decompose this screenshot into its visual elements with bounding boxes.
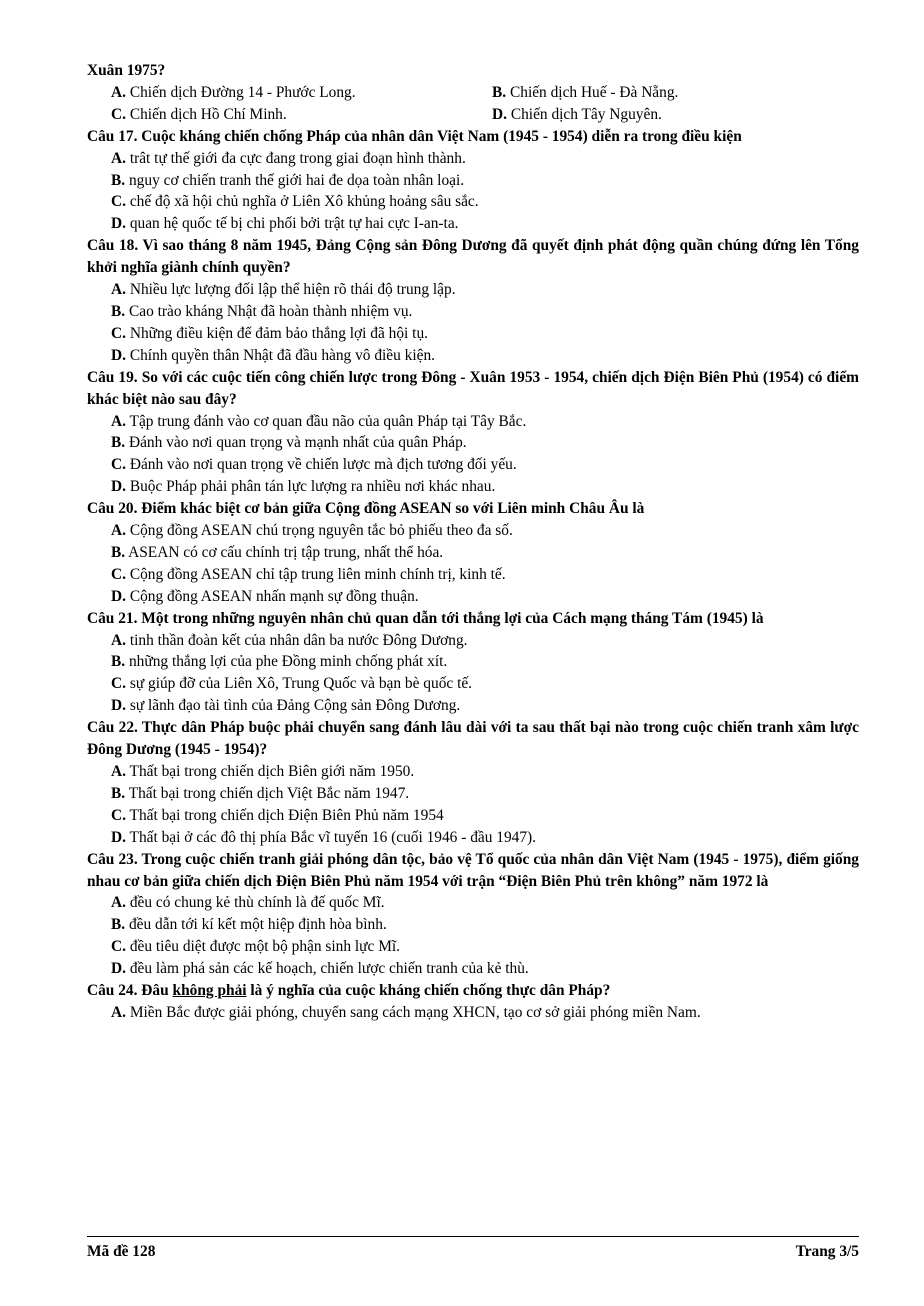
option-text: Chính quyền thân Nhật đã đầu hàng vô điều kiện. [129,346,436,364]
question-stem: Câu 22. Thực dân Pháp buộc phải chuyển sang đánh lâu dài với ta sau thất bại nào trong cuộc chiến tranh xâm lược Đông Dương (1945 - 1954)? [87,719,859,759]
answer-option [87,170,859,192]
option-text: Đánh vào nơi quan trọng và mạnh nhất của quân Pháp. [128,434,467,452]
option-key: C. [111,324,126,342]
answer-option [87,432,859,454]
option-key: D. [111,697,126,715]
option-key: C. [111,806,126,824]
option-key: A. [111,631,126,649]
option-key: B. [111,302,126,320]
answer-option [87,301,859,323]
option-text: Miền Bắc được giải phóng, chuyển sang cách mạng XHCN, tạo cơ sở giải phóng miền Nam. [129,1003,701,1021]
option-key: B. [111,653,126,671]
question-stem: Câu 17. Cuộc kháng chiến chống Pháp của nhân dân Việt Nam (1945 - 1954) diễn ra trong điều kiện [87,127,742,145]
option-key: D. [111,346,126,364]
option-text: sự lãnh đạo tài tình của Đảng Cộng sản Đông Dương. [129,697,461,715]
option-key: D. [111,478,126,496]
option-text: những thắng lợi của phe Đồng minh chống phát xít. [128,653,448,671]
option-text: ASEAN có cơ cấu chính trị tập trung, nhất thể hóa. [128,543,444,561]
answer-option [87,936,859,958]
option-key: C. [111,675,126,693]
option-text: nguy cơ chiến tranh thế giới hai đe dọa toàn nhân loại. [128,171,465,189]
answer-option [87,892,859,914]
answer-option [87,805,859,827]
option-key: D. [111,587,126,605]
answer-option [87,958,859,980]
question-24-stem [87,980,859,1002]
q16-option-a [87,82,492,104]
option-text: Thất bại trong chiến dịch Biên giới năm 1950. [129,763,415,780]
q24-suffix: là ý nghĩa của cuộc kháng chiến chống thực dân Pháp? [246,982,611,1000]
option-text: Những điều kiện để đảm bảo thắng lợi đã hội tụ. [129,324,428,342]
question-stem: Câu 20. Điểm khác biệt cơ bản giữa Cộng đồng ASEAN so với Liên minh Châu Âu là [87,500,645,518]
option-text: Cộng đồng ASEAN chỉ tập trung liên minh chính trị, kinh tế. [129,565,506,583]
option-key: B. [111,916,126,934]
option-text: tinh thần đoàn kết của nhân dân ba nước Đông Dương. [129,631,468,649]
q16-option-c [87,104,492,126]
option-text: Thất bại trong chiến dịch Việt Bắc năm 1947. [128,784,410,802]
option-text: trât tự thế giới đa cực đang trong giai đoạn hình thành. [129,149,466,167]
option-key: A. [111,763,126,780]
option-text: Chiến dịch Tây Nguyên. [510,105,662,123]
option-key: D. [111,215,126,233]
answer-option [87,827,859,849]
option-key: B. [111,784,126,802]
answer-option [87,564,859,586]
answer-option [87,191,859,213]
option-text: Nhiều lực lượng đối lập thể hiện rõ thái độ trung lập. [129,281,456,299]
option-text: Tập trung đánh vào cơ quan đầu não của quân Pháp tại Tây Bắc. [129,412,527,430]
answer-option [87,914,859,936]
question-stem: Câu 19. So với các cuộc tiến công chiến lược trong Đông - Xuân 1953 - 1954, chiến dịch Điện Biên Phủ (1954) có điểm khác biệt nào sau đây? [87,368,859,408]
option-key: A. [111,83,126,101]
option-key: A. [111,412,126,430]
option-key: B. [492,83,507,101]
option-text: chế độ xã hội chủ nghĩa ở Liên Xô khủng hoảng sâu sắc. [129,193,479,211]
answer-option [87,673,859,695]
option-text: Đánh vào nơi quan trọng về chiến lược mà địch tương đối yếu. [129,456,517,474]
option-text: Buộc Pháp phải phân tán lực lượng ra nhiều nơi khác nhau. [129,478,496,496]
answer-option [87,586,859,608]
option-key: C. [111,938,126,956]
answer-option [87,476,859,498]
page-number: Trang 3/5 [795,1243,859,1260]
option-key: D. [111,960,126,978]
answer-option [87,279,859,301]
q16-options-row-2 [87,104,859,126]
question-16-tail: Xuân 1975? [87,62,166,79]
question-stem: Câu 21. Một trong những nguyên nhân chủ quan dẫn tới thắng lợi của Cách mạng tháng Tám (1945) là [87,609,764,627]
q16-options-row-1 [87,82,859,104]
option-key: C. [111,193,126,211]
option-key: A. [111,281,126,299]
exam-page [87,60,859,1024]
q16-option-d [492,104,859,126]
option-text: Chiến dịch Hồ Chí Minh. [129,105,287,123]
option-text: đều dẫn tới kí kết một hiệp định hòa bình. [128,916,387,934]
option-text: Cộng đồng ASEAN chú trọng nguyên tắc bỏ phiếu theo đa số. [129,522,513,540]
exam-code: Mã đề 128 [87,1243,156,1260]
answer-option [87,630,859,652]
option-key: D. [492,105,507,123]
answer-option [87,454,859,476]
option-key: C. [111,456,126,474]
option-key: C. [111,105,126,123]
answer-option [87,783,859,805]
q16-option-b [492,82,859,104]
option-text: sự giúp đỡ của Liên Xô, Trung Quốc và bạn bè quốc tế. [129,675,473,693]
option-text: Thất bại ở các đô thị phía Bắc vĩ tuyến 16 (cuối 1946 - đầu 1947). [129,828,537,846]
option-key: A. [111,149,126,167]
option-key: D. [111,828,126,846]
q24-option-a [87,1002,859,1024]
answer-option [87,323,859,345]
answer-option [87,148,859,170]
option-text: Chiến dịch Đường 14 - Phước Long. [129,83,356,101]
page-footer [87,1236,859,1261]
option-text: đều làm phá sản các kế hoạch, chiến lược chiến tranh của kẻ thù. [129,960,529,978]
answer-option [87,651,859,673]
answer-option [87,695,859,717]
option-key: A. [111,894,126,912]
answer-option [87,761,859,783]
option-key: A. [111,1003,126,1021]
option-key: B. [111,543,126,561]
option-text: đều tiêu diệt được một bộ phận sinh lực Mĩ. [129,938,401,956]
answer-option [87,345,859,367]
option-text: quan hệ quốc tế bị chi phối bởi trật tự hai cực I-an-ta. [129,215,459,233]
answer-option [87,542,859,564]
option-text: Thất bại trong chiến dịch Điện Biên Phủ năm 1954 [129,806,444,824]
question-stem: Câu 18. Vì sao tháng 8 năm 1945, Đảng Cộng sản Đông Dương đã quyết định phát động quần chúng đứng lên Tổng khởi nghĩa giành chính quyền? [87,237,859,277]
option-key: C. [111,565,126,583]
answer-option [87,411,859,433]
option-text: Cộng đồng ASEAN nhấn mạnh sự đồng thuận. [129,587,419,605]
question-stem: Câu 23. Trong cuộc chiến tranh giải phóng dân tộc, bảo vệ Tổ quốc của nhân dân Việt Nam (1945 - 1975), điểm giống nhau cơ bản giữa chiến dịch Điện Biên Phủ năm 1954 với trận “Điện Biên Phủ trên không” năm 1972 là [87,850,859,890]
option-key: B. [111,171,126,189]
q24-underlined: không phải [172,982,247,1000]
answer-option [87,520,859,542]
answer-option [87,213,859,235]
q24-prefix: Câu 24. Đâu [87,982,173,1000]
option-key: A. [111,522,126,540]
option-text: đều có chung kẻ thù chính là đế quốc Mĩ. [129,894,385,912]
option-key: B. [111,434,126,452]
question-list [87,126,859,980]
option-text: Chiến dịch Huế - Đà Nẵng. [509,83,679,101]
option-text: Cao trào kháng Nhật đã hoàn thành nhiệm vụ. [128,302,413,320]
